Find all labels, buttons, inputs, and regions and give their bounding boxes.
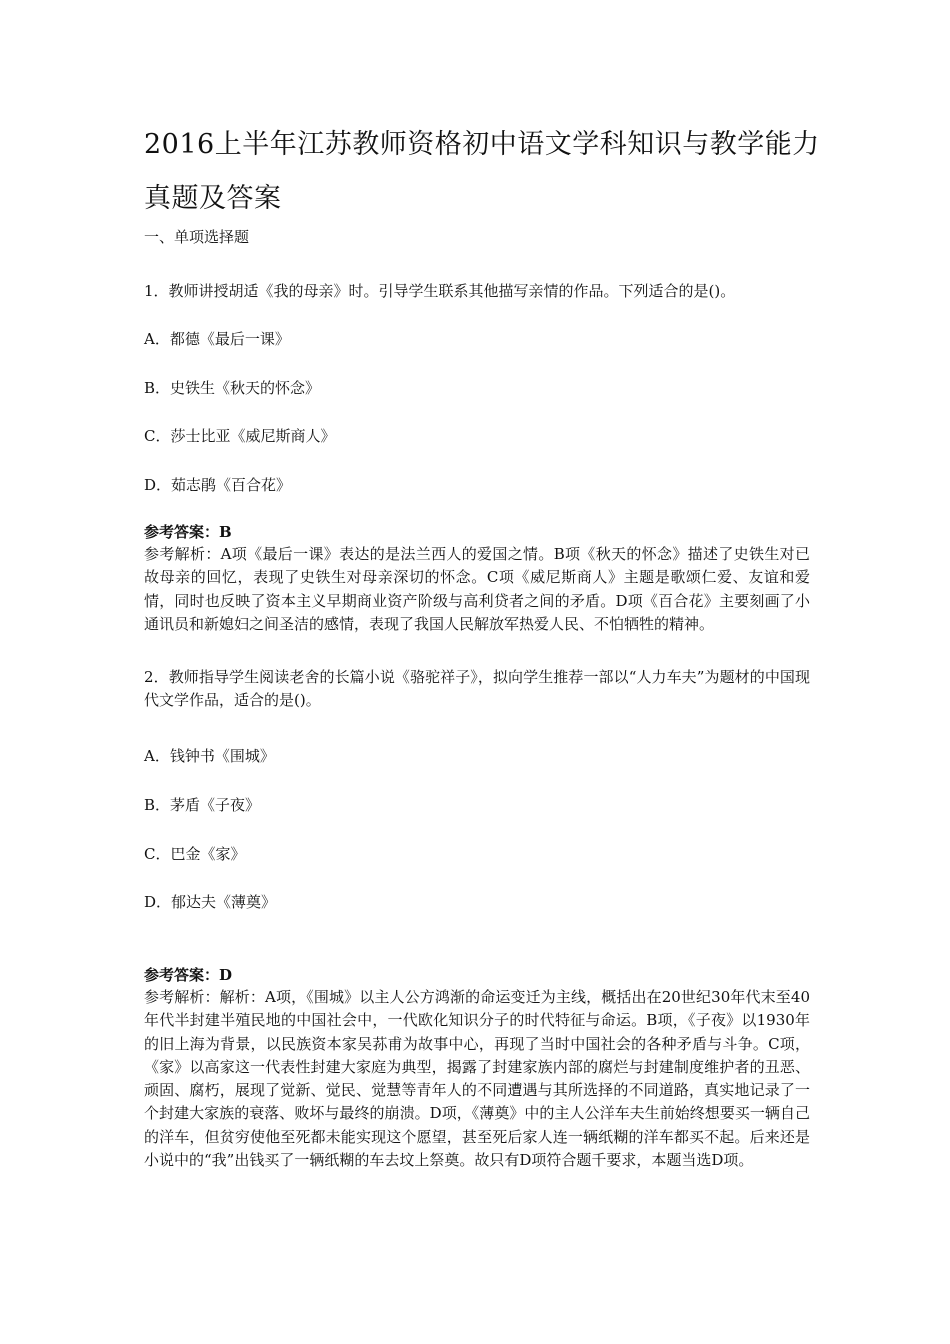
question-1-option-a: A．都德《最后一课》: [144, 330, 290, 348]
question-2-option-c: C．巴金《家》: [144, 845, 246, 863]
question-2-option-b: B．茅盾《子夜》: [144, 796, 261, 814]
document-title: 2016上半年江苏教师资格初中语文学科知识与教学能力真题及答案: [144, 129, 820, 214]
question-1-stem: 1．教师讲授胡适《我的母亲》时。引导学生联系其他描写亲情的作品。下列适合的是()。: [144, 282, 736, 300]
question-1-option-b: B．史铁生《秋天的怀念》: [144, 379, 321, 397]
section-heading: 一、单项选择题: [144, 228, 250, 246]
question-2-option-a: A．钱钟书《围城》: [144, 747, 275, 765]
question-2-analysis: 参考解析：解析：A项，《围城》以主人公方鸿渐的命运变迁为主线，概括出在20世纪30年代末至40年代半封建半殖民地的中国社会中，一代欧化知识分子的时代特征与命运。B项，《子夜》以1930年的旧上海为背景，以民族资本家吴荪甫为故事中心，再现了当时中国社会的各种矛盾与斗争。C项，《家》以高家这一代表性封建大家庭为典型，揭露了封建家族内部的腐烂与封建制度维护者的丑恶、顽固、腐朽，展现了觉新、觉民、觉慧等青年人的不同遭遇与其所选择的不同道路，真实地记录了一个封建大家族的衰落、败坏与最终的崩溃。D项，《薄奠》中的主人公洋车夫生前始终想要买一辆自己的洋车，但贫穷使他至死都未能实现这个愿望，甚至死后家人连一辆纸糊的洋车都买不起。后来还是小说中的“我”出钱买了一辆纸糊的车去坟上祭奠。故只有D项符合题千要求，本题当选D项。: [144, 988, 810, 1170]
question-2-option-d: D．郁达夫《薄奠》: [144, 893, 277, 911]
question-1-analysis: 参考解析：A项《最后一课》表达的是法兰西人的爱国之情。B项《秋天的怀念》描述了史铁生对已故母亲的回忆，表现了史铁生对母亲深切的怀念。C项《威尼斯商人》主题是歌颂仁爱、友谊和爱情，同时也反映了资本主义早期商业资产阶级与高利贷者之间的矛盾。D项《百合花》主要刻画了小通讯员和新媳妇之间圣洁的感情，表现了我国人民解放军热爱人民、不怕牺牲的精神。: [144, 545, 810, 633]
question-2-stem: 2．教师指导学生阅读老舍的长篇小说《骆驼祥子》，拟向学生推荐一部以“人力车夫”为题材的中国现代文学作品，适合的是()。: [144, 668, 810, 710]
question-1-answer: 参考答案：B: [144, 523, 232, 541]
question-2-answer: 参考答案：D: [144, 966, 233, 984]
question-1-option-d: D．茹志鹃《百合花》: [144, 476, 292, 494]
question-1-option-c: C．莎士比亚《威尼斯商人》: [144, 427, 336, 445]
